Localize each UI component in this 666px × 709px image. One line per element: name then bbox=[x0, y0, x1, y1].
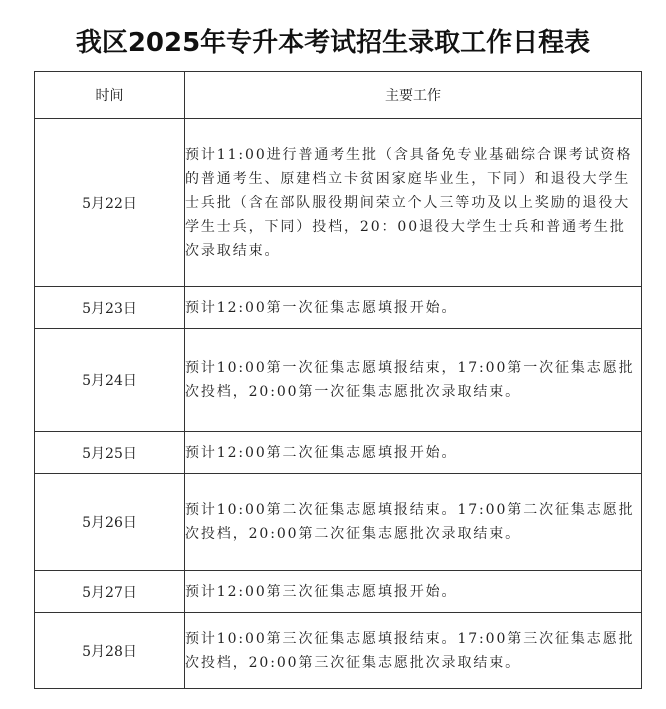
header-time: 时间 bbox=[35, 72, 185, 119]
row-date: 5月22日 bbox=[35, 119, 185, 287]
header-main-work: 主要工作 bbox=[185, 72, 642, 119]
row-work: 预计11:00进行普通考生批（含具备免专业基础综合课考试资格的普通考生、原建档立卡贫困家庭毕业生，下同）和退役大学生士兵批（含在部队服役期间荣立个人三等功及以上奖励的退役大学生士兵，下同）投档，20：00退役大学生士兵和普通考生批次录取结束。 bbox=[185, 119, 642, 287]
table-row bbox=[35, 287, 642, 329]
row-date: 5月28日 bbox=[35, 613, 185, 689]
table-row bbox=[35, 474, 642, 571]
table-row bbox=[35, 571, 642, 613]
row-date: 5月25日 bbox=[35, 432, 185, 474]
row-work: 预计10:00第一次征集志愿填报结束，17:00第一次征集志愿批次投档，20:00第一次征集志愿批次录取结束。 bbox=[185, 329, 642, 432]
row-work: 预计12:00第一次征集志愿填报开始。 bbox=[185, 287, 642, 329]
table-row bbox=[35, 329, 642, 432]
schedule-table bbox=[34, 71, 642, 689]
table-row bbox=[35, 119, 642, 287]
row-date: 5月26日 bbox=[35, 474, 185, 571]
row-work: 预计12:00第三次征集志愿填报开始。 bbox=[185, 571, 642, 613]
row-date: 5月27日 bbox=[35, 571, 185, 613]
table-header-row bbox=[35, 72, 642, 119]
table-row bbox=[35, 432, 642, 474]
row-work: 预计10:00第二次征集志愿填报结束。17:00第二次征集志愿批次投档，20:00第二次征集志愿批次录取结束。 bbox=[185, 474, 642, 571]
row-date: 5月23日 bbox=[35, 287, 185, 329]
row-date: 5月24日 bbox=[35, 329, 185, 432]
table-row bbox=[35, 613, 642, 689]
row-work: 预计10:00第三次征集志愿填报结束。17:00第三次征集志愿批次投档，20:00第三次征集志愿批次录取结束。 bbox=[185, 613, 642, 689]
page-title: 我区2025年专升本考试招生录取工作日程表 bbox=[75, 28, 591, 58]
row-work: 预计12:00第二次征集志愿填报开始。 bbox=[185, 432, 642, 474]
